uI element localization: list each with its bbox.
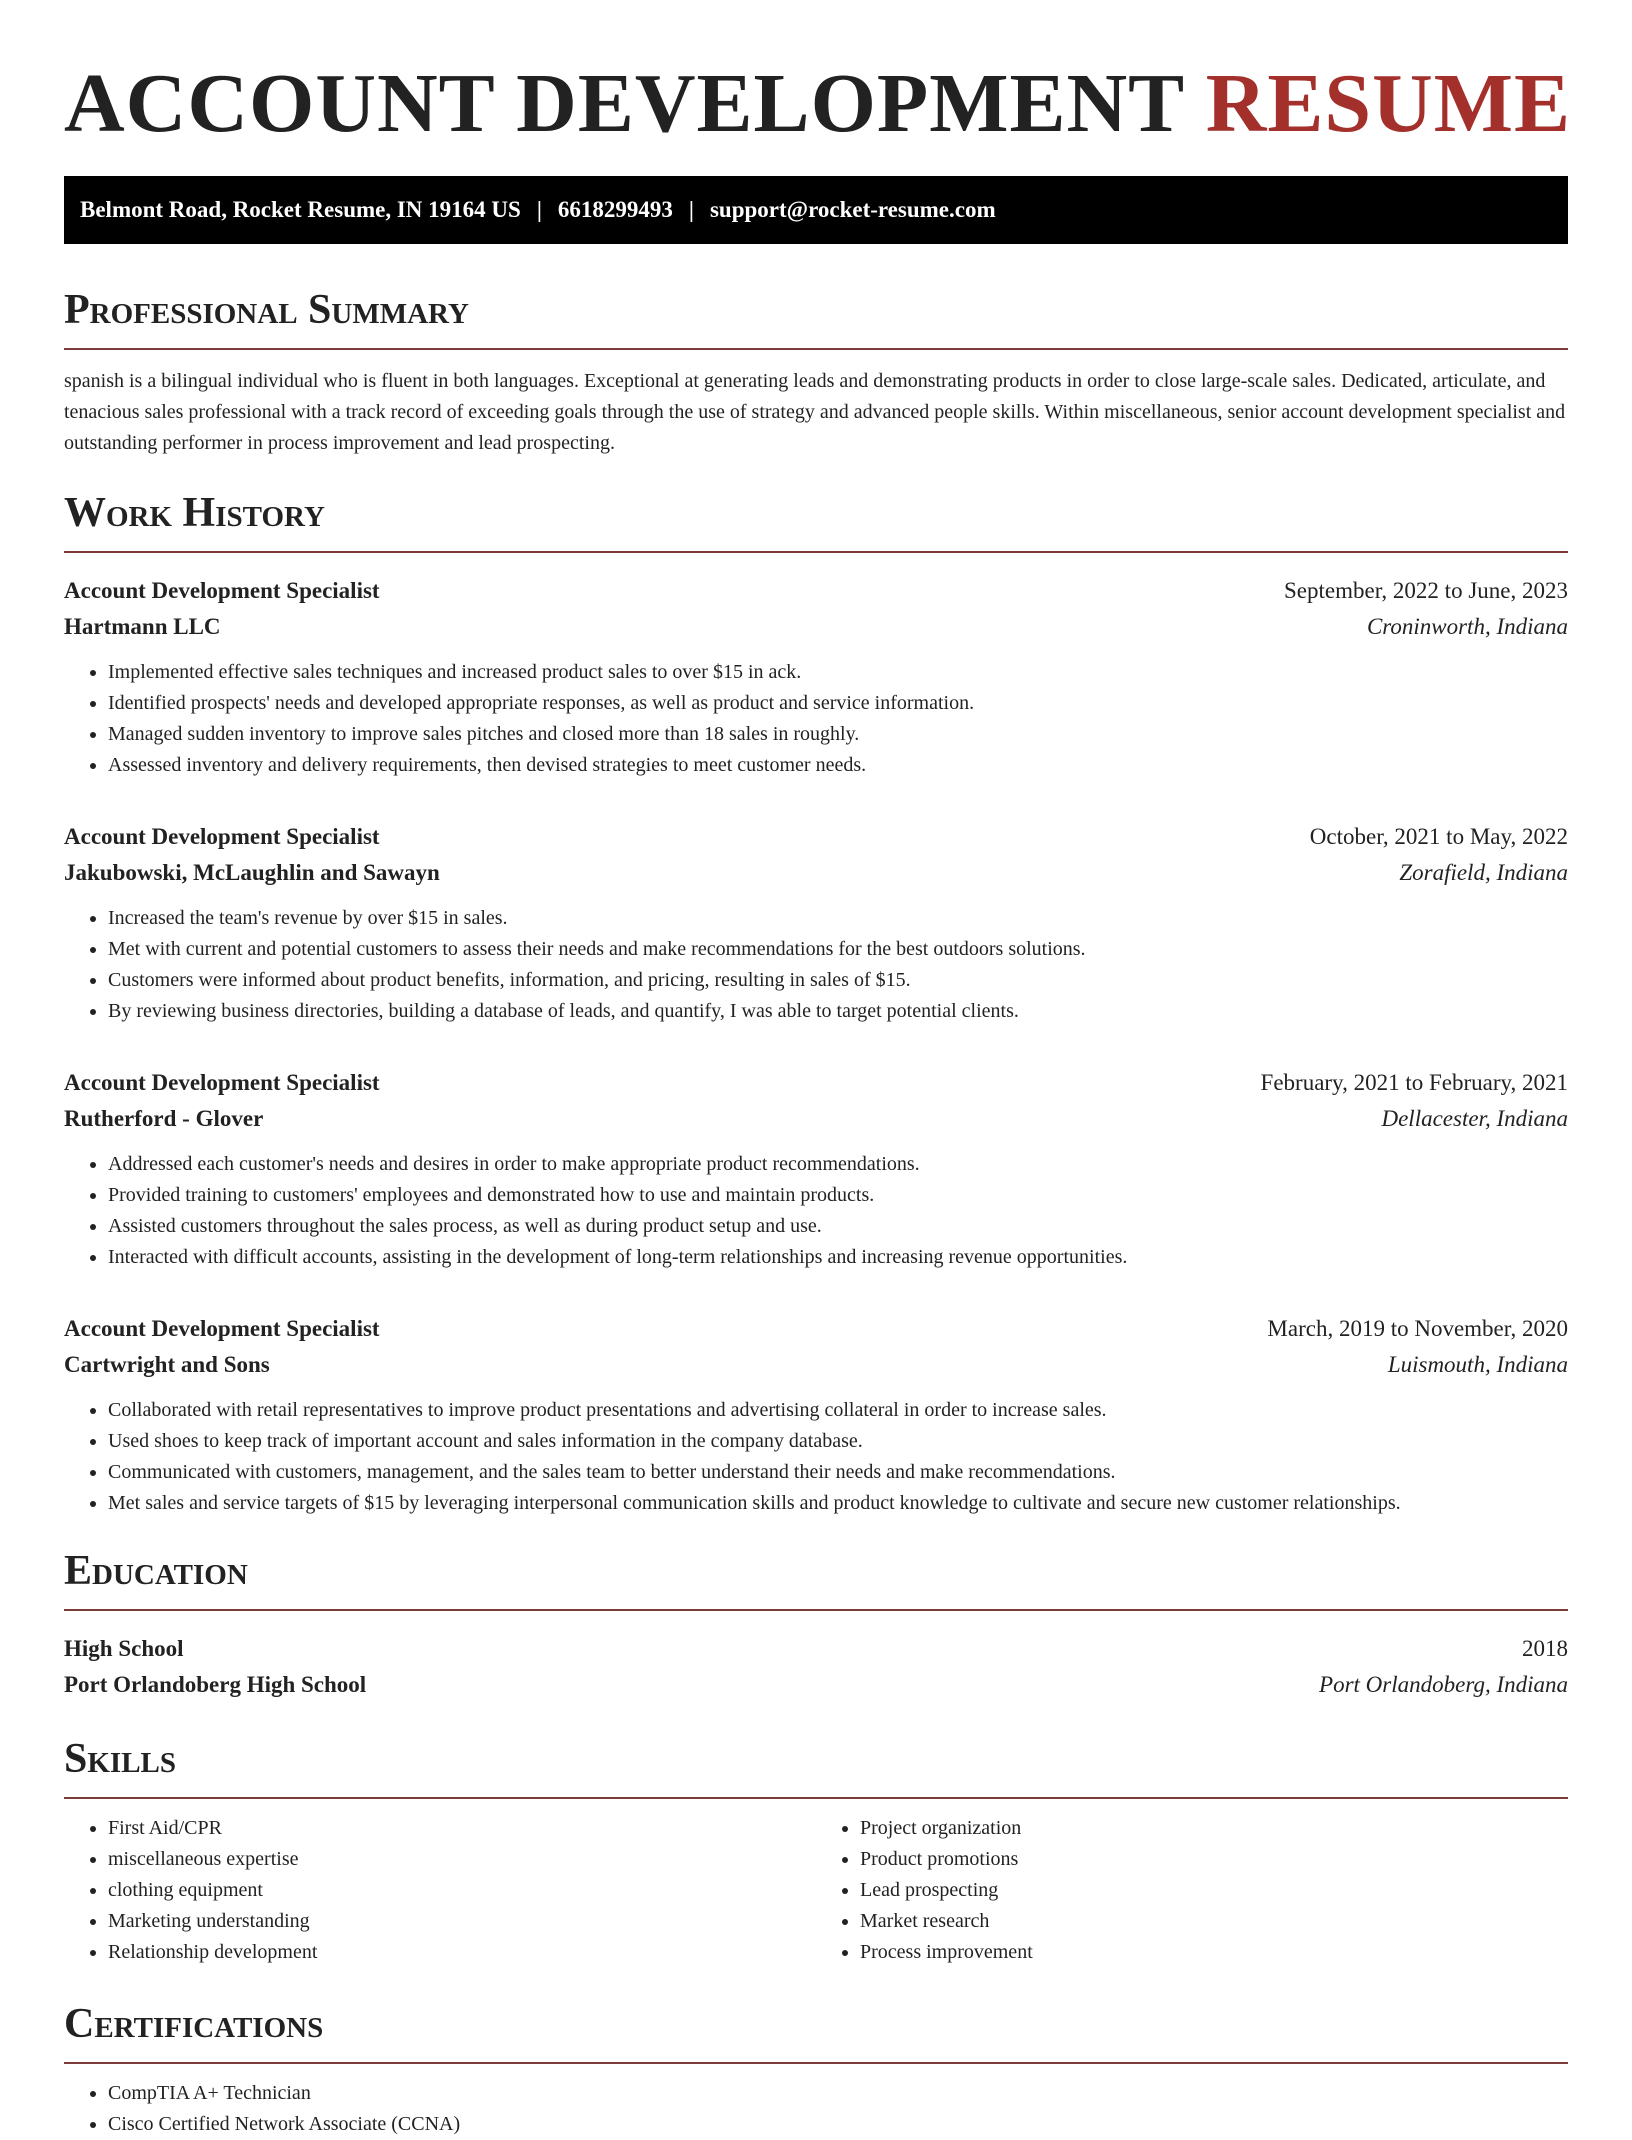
job-title-row — [64, 819, 1568, 855]
job-bullets — [64, 657, 1568, 781]
job-dates: March, 2019 to November, 2020 — [1267, 1316, 1568, 1341]
skills-list — [64, 1813, 1568, 1968]
job-bullet: • Assessed inventory and delivery requirements, then devised strategies to meet customer needs. — [108, 750, 1568, 781]
job-company: Hartmann LLC — [64, 614, 221, 639]
job-title: Account Development Specialist — [64, 578, 380, 603]
job-bullet: • Collaborated with retail representatives to improve product presentations and advertising collateral in order to increase sales. — [108, 1395, 1568, 1426]
job-company: Jakubowski, McLaughlin and Sawayn — [64, 860, 440, 885]
contact-separator: | — [688, 197, 694, 222]
education-school: Port Orlandoberg High School — [64, 1672, 367, 1697]
job-bullet: • Addressed each customer's needs and desires in order to make appropriate product recommendations. — [108, 1149, 1568, 1180]
education-degree: High School — [64, 1636, 184, 1661]
job-bullet: • Provided training to customers' employees and demonstrated how to use and maintain products. — [108, 1180, 1568, 1211]
resume-title — [64, 0, 1572, 152]
job-entry — [64, 819, 1568, 1027]
job-title-row — [64, 1065, 1568, 1101]
title-main: ACCOUNT DEVELOPMENT — [64, 57, 1184, 150]
skill-item: • Project organization — [860, 1813, 1568, 1844]
job-title: Account Development Specialist — [64, 824, 380, 849]
education-year: 2018 — [1522, 1636, 1568, 1661]
skill-item: • First Aid/CPR — [108, 1813, 816, 1844]
job-bullets — [64, 1395, 1568, 1519]
job-company: Rutherford - Glover — [64, 1106, 264, 1131]
job-bullet: • By reviewing business directories, building a database of leads, and quantify, I was able to target potential clients. — [108, 996, 1568, 1027]
certifications-list — [64, 2078, 1568, 2140]
job-location: Luismouth, Indiana — [1387, 1352, 1568, 1377]
job-bullet: • Managed sudden inventory to improve sales pitches and closed more than 18 sales in roughly. — [108, 719, 1568, 750]
skills-column-left — [64, 1813, 816, 1968]
job-company-row — [64, 1101, 1568, 1137]
skill-item: • miscellaneous expertise — [108, 1844, 816, 1875]
job-location: Dellacester, Indiana — [1381, 1106, 1568, 1131]
job-location: Croninworth, Indiana — [1366, 614, 1568, 639]
job-bullet: • Customers were informed about product benefits, information, and pricing, resulting in sales of $15. — [108, 965, 1568, 996]
job-title: Account Development Specialist — [64, 1316, 380, 1341]
education-degree-row — [64, 1631, 1568, 1667]
skills-heading: Skills — [64, 1733, 1568, 1799]
skill-item: • Market research — [860, 1906, 1568, 1937]
job-bullet: • Identified prospects' needs and developed appropriate responses, as well as product and service information. — [108, 688, 1568, 719]
job-company-row — [64, 1347, 1568, 1383]
skill-item: • clothing equipment — [108, 1875, 816, 1906]
job-company-row — [64, 855, 1568, 891]
job-entry — [64, 1311, 1568, 1519]
contact-bar — [64, 176, 1568, 244]
job-location: Zorafield, Indiana — [1399, 860, 1568, 885]
certification-item: • Cisco Certified Network Associate (CCNA) — [108, 2109, 1568, 2140]
job-dates: February, 2021 to February, 2021 — [1260, 1070, 1568, 1095]
job-bullet: • Communicated with customers, management, and the sales team to better understand their needs and make recommendations. — [108, 1457, 1568, 1488]
education-heading: Education — [64, 1545, 1568, 1611]
summary-text: spanish is a bilingual individual who is fluent in both languages. Exceptional at generating leads and demonstrating products in order to close large-scale sales. Dedicated, articulate, and tenacious sales professional with a track record of exceeding goals through the use of strategy and advanced people skills. Within miscellaneous, senior account development specialist and outstanding performer in process improvement and lead prospecting. — [64, 370, 1566, 454]
job-bullet: • Used shoes to keep track of important account and sales information in the company database. — [108, 1426, 1568, 1457]
skill-item: • Product promotions — [860, 1844, 1568, 1875]
title-accent: RESUME — [1205, 57, 1572, 150]
job-title-row — [64, 1311, 1568, 1347]
contact-phone: 6618299493 — [557, 197, 673, 222]
skill-item: • Marketing understanding — [108, 1906, 816, 1937]
contact-separator: | — [536, 197, 542, 222]
contact-email: support@rocket-resume.com — [709, 197, 996, 222]
job-bullets — [64, 903, 1568, 1027]
skill-item: • Lead prospecting — [860, 1875, 1568, 1906]
job-bullet: • Implemented effective sales techniques and increased product sales to over $15 in ack. — [108, 657, 1568, 688]
job-title: Account Development Specialist — [64, 1070, 380, 1095]
job-entry — [64, 1065, 1568, 1273]
job-bullet: • Assisted customers throughout the sales process, as well as during product setup and use. — [108, 1211, 1568, 1242]
skill-item: • Relationship development — [108, 1937, 816, 1968]
skills-column-right — [816, 1813, 1568, 1968]
education-location: Port Orlandoberg, Indiana — [1319, 1672, 1568, 1697]
certification-item: • CompTIA A+ Technician — [108, 2078, 1568, 2109]
contact-address: Belmont Road, Rocket Resume, IN 19164 US — [80, 197, 521, 222]
job-bullet: • Met sales and service targets of $15 by leveraging interpersonal communication skills and product knowledge to cultivate and secure new customer relationships. — [108, 1488, 1568, 1519]
education-entry — [64, 1631, 1568, 1703]
job-dates: September, 2022 to June, 2023 — [1284, 578, 1568, 603]
job-bullets — [64, 1149, 1568, 1273]
job-dates: October, 2021 to May, 2022 — [1309, 824, 1568, 849]
job-bullet: • Met with current and potential customers to assess their needs and make recommendations for the best outdoors solutions. — [108, 934, 1568, 965]
job-title-row — [64, 573, 1568, 609]
summary-heading: Professional Summary — [64, 284, 1568, 350]
education-school-row — [64, 1667, 1568, 1703]
work-history-heading: Work History — [64, 487, 1568, 553]
certifications-heading: Certifications — [64, 1998, 1568, 2064]
job-bullet: • Interacted with difficult accounts, assisting in the development of long-term relationships and increasing revenue opportunities. — [108, 1242, 1568, 1273]
skill-item: • Process improvement — [860, 1937, 1568, 1968]
job-company: Cartwright and Sons — [64, 1352, 270, 1377]
job-entry — [64, 573, 1568, 781]
job-company-row — [64, 609, 1568, 645]
job-bullet: • Increased the team's revenue by over $15 in sales. — [108, 903, 1568, 934]
